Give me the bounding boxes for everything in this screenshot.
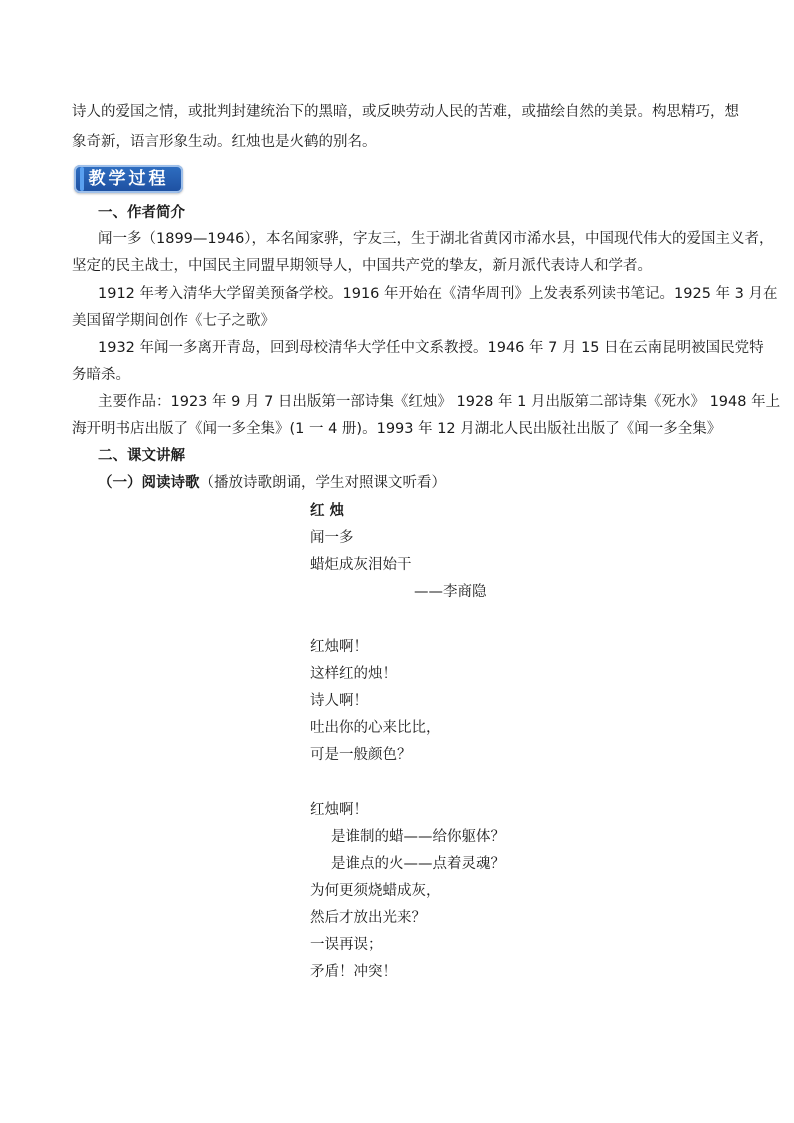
- author-para-2-line-1: 1912 年考入清华大学留美预备学校。1916 年开始在《清华周刊》上发表系列读书笔记。1925 年 3 月在: [98, 286, 778, 302]
- section-badge: 教学过程: [74, 165, 183, 193]
- poem-line: 红烛啊！: [310, 802, 368, 818]
- poem-line: 为何更须烧蜡成灰，: [310, 883, 441, 899]
- heading-text-explanation: 二、课文讲解: [98, 448, 185, 464]
- poem-line: 是谁制的蜡——给你躯体？: [331, 829, 505, 845]
- poem-line: 诗人啊！: [310, 693, 368, 709]
- poem-line: 这样红的烛！: [310, 666, 397, 682]
- intro-line-1: 诗人的爱国之情，或批判封建统治下的黑暗，或反映劳动人民的苦难，或描绘自然的美景。构思精巧，想: [72, 104, 739, 120]
- subheading-label: （一）阅读诗歌: [98, 475, 200, 491]
- poem-line: 一误再误；: [310, 937, 383, 953]
- poem-line: 是谁点的火——点着灵魂？: [331, 856, 505, 872]
- heading-author-intro: 一、作者简介: [98, 205, 185, 221]
- poem-line: 红烛啊！: [310, 639, 368, 655]
- author-para-4-line-1: 主要作品：1923 年 9 月 7 日出版第一部诗集《红烛》 1928 年 1 月出版第二部诗集《死水》 1948 年上: [98, 394, 781, 410]
- author-para-3-line-2: 务暗杀。: [72, 367, 130, 383]
- author-para-4-line-2: 海开明书店出版了《闻一多全集》(1 一 4 册)。1993 年 12 月湖北人民出版社出版了《闻一多全集》: [72, 421, 722, 437]
- poem-line: 然后才放出光来？: [310, 910, 426, 926]
- poem-line: 矛盾！冲突！: [310, 964, 397, 980]
- author-para-1-line-2: 坚定的民主战士，中国民主同盟早期领导人，中国共产党的挚友，新月派代表诗人和学者。: [72, 258, 652, 274]
- intro-line-2: 象奇新，语言形象生动。红烛也是火鹤的别名。: [72, 134, 377, 150]
- poem-epigraph: 蜡炬成灰泪始干: [310, 557, 412, 573]
- author-para-3-line-1: 1932 年闻一多离开青岛，回到母校清华大学任中文系教授。1946 年 7 月 15 日在云南昆明被国民党特: [98, 340, 764, 356]
- poem-author: 闻一多: [310, 530, 354, 546]
- author-para-1-line-1: 闻一多（1899—1946），本名闻家骅，字友三，生于湖北省黄冈市浠水县，中国现代伟大的爱国主义者，: [98, 231, 774, 247]
- poem-line: 可是一般颜色？: [310, 747, 412, 763]
- subheading-read-poem: [98, 474, 446, 492]
- poem-title: 红 烛: [310, 503, 345, 519]
- author-para-2-line-2: 美国留学期间创作《七子之歌》: [72, 313, 275, 329]
- poem-line: 吐出你的心来比比，: [310, 720, 441, 736]
- poem-epigraph-author: ——李商隐: [414, 584, 487, 600]
- subheading-note: （播放诗歌朗诵，学生对照课文听看）: [199, 475, 446, 491]
